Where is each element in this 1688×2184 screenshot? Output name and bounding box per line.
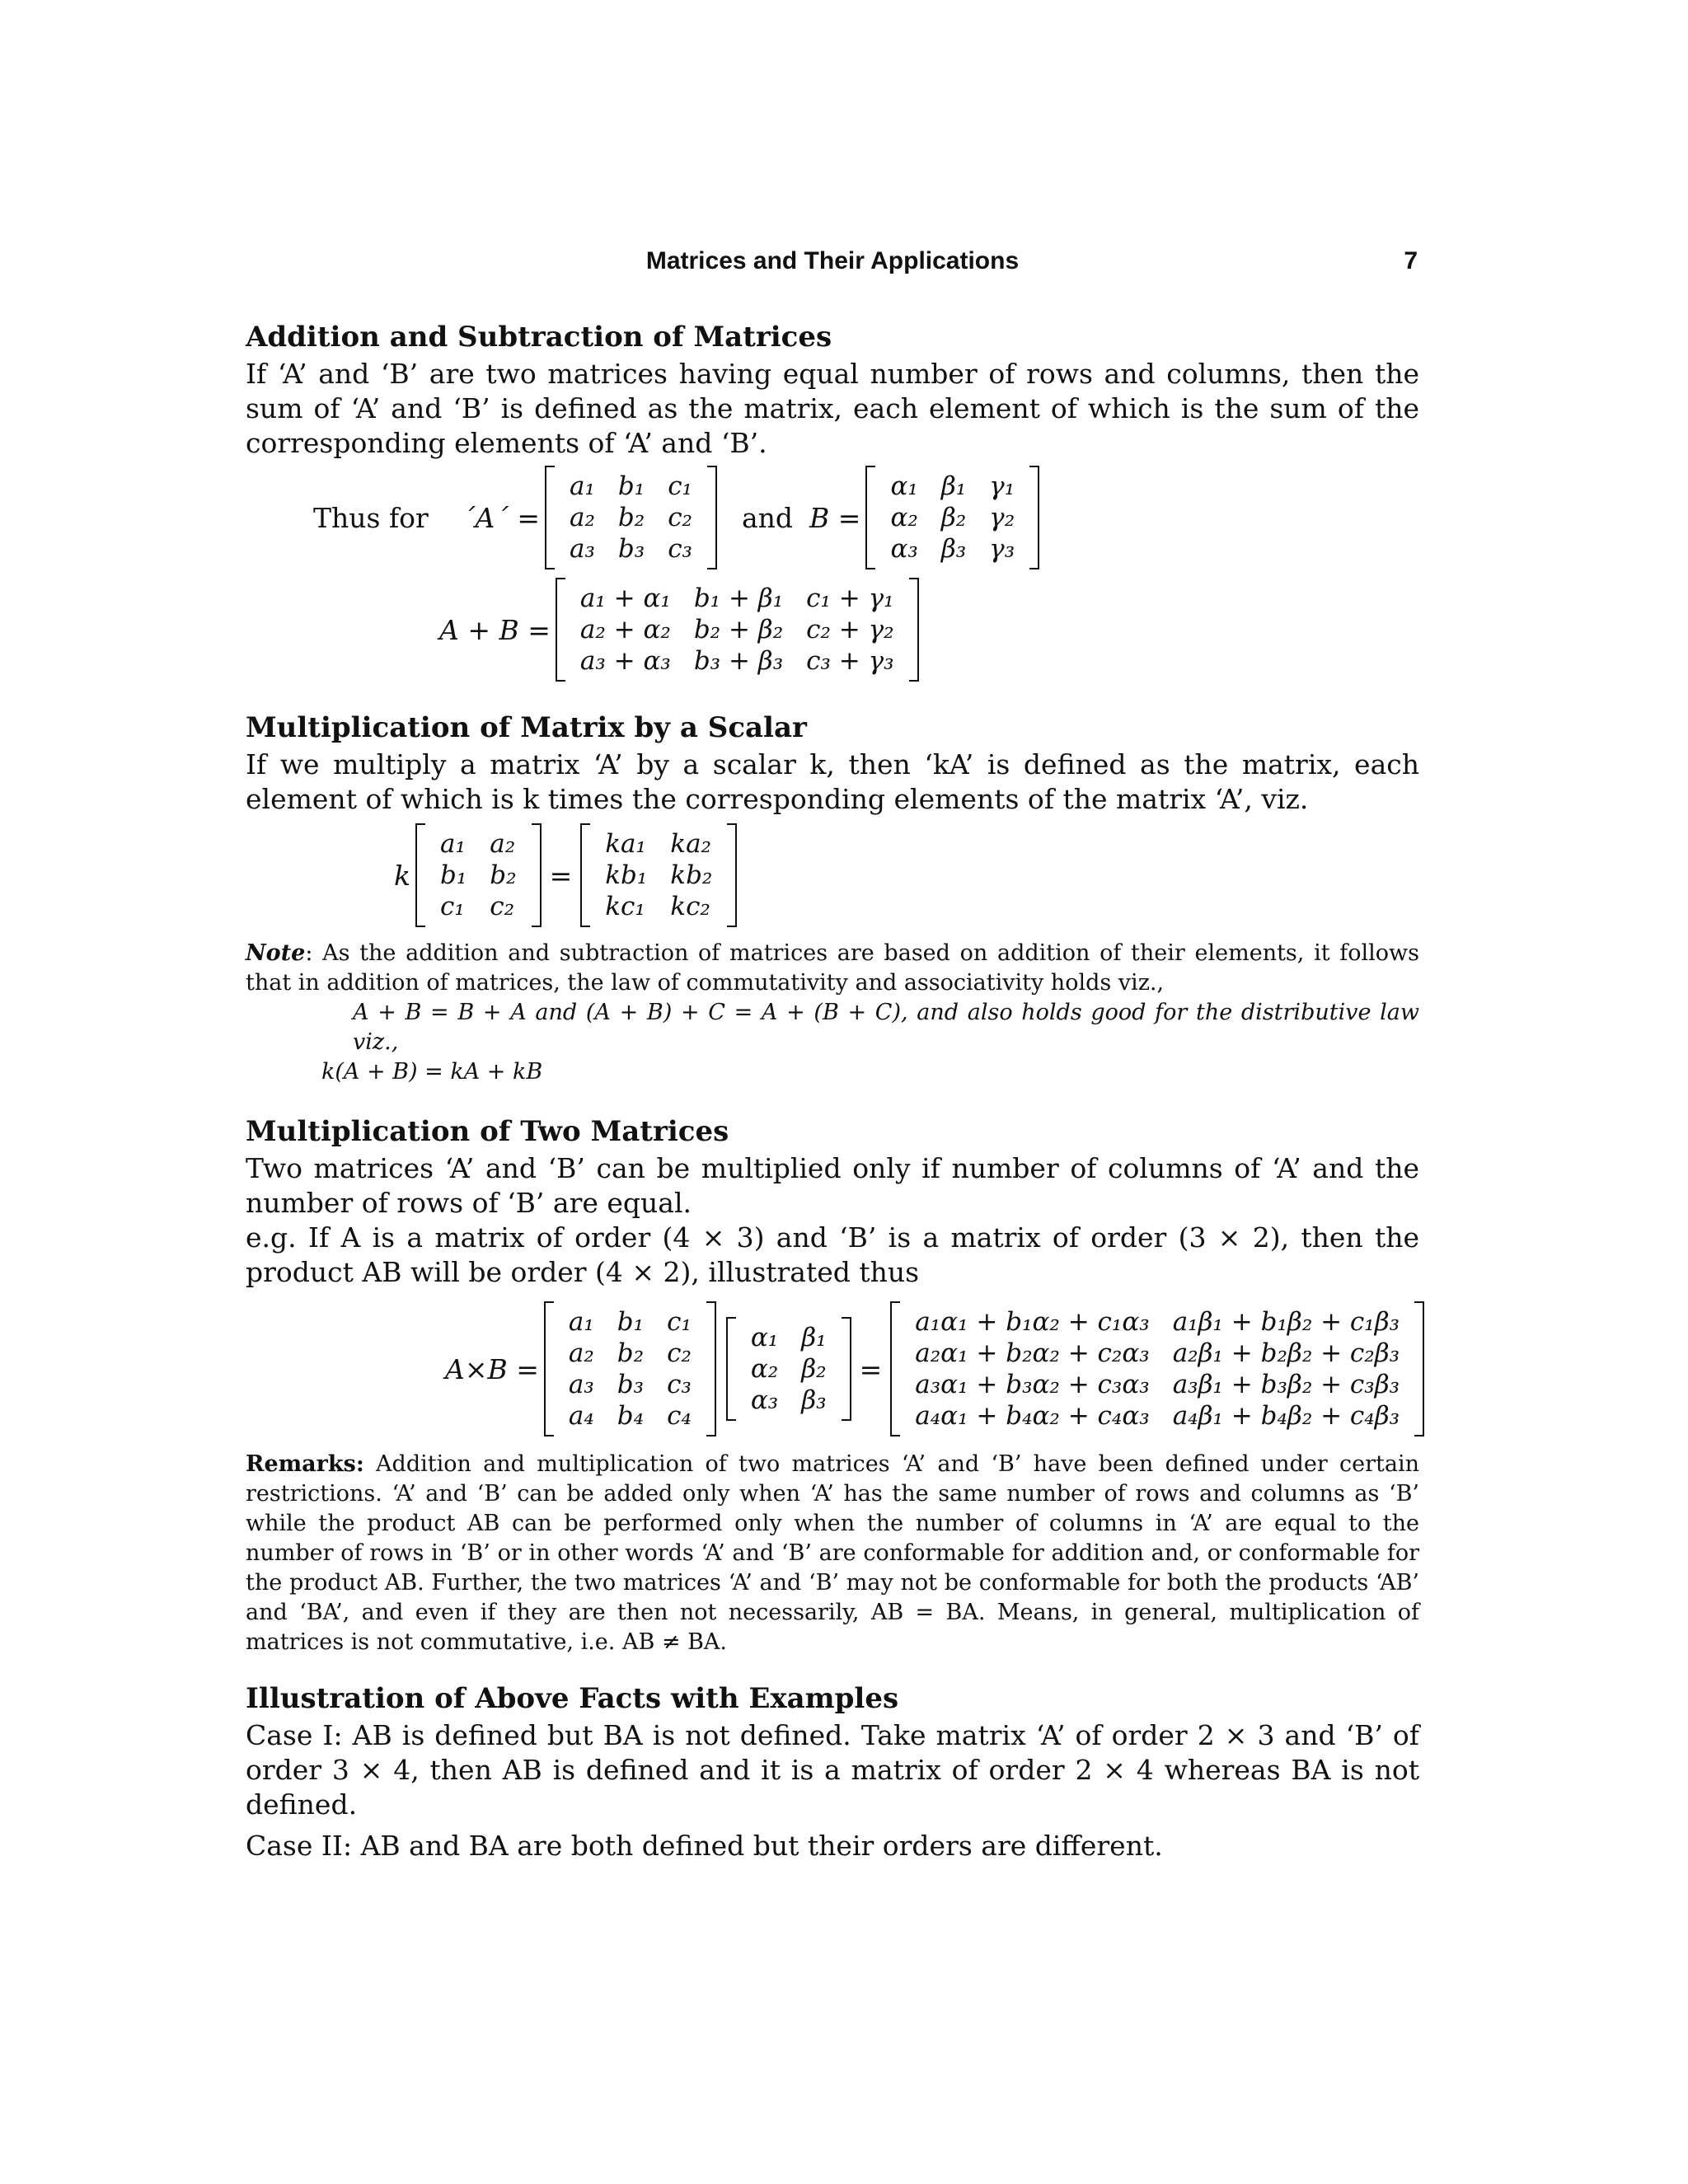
- matrix-cell: c₁: [440, 892, 465, 921]
- remarks-label: Remarks:: [246, 1451, 364, 1477]
- matrix-cell: α₂: [750, 1354, 779, 1384]
- matrix-cell: α₁: [750, 1323, 779, 1352]
- para-two-matrices-1: Two matrices ‘A’ and ‘B’ can be multiplied only if number of columns of ‘A’ and the number of rows of ‘B’ are equal.: [246, 1152, 1419, 1219]
- matrix-row: [569, 645, 906, 677]
- matrix-cell: kb₁: [605, 860, 648, 890]
- matrix-row: [593, 891, 724, 922]
- matrix-cell: b₁: [617, 471, 645, 501]
- matrix-cell: b₂: [617, 503, 645, 532]
- matrix-cell: ka₁: [605, 829, 646, 859]
- matrix-cell: kb₂: [670, 860, 713, 890]
- law-distributive: k(A + B) = kA + kB: [321, 1059, 543, 1085]
- matrix-b: [865, 466, 1039, 569]
- case-2-label: Case II:: [246, 1830, 353, 1862]
- law-commutative: A + B = B + A and (A + B) + C = A + (B + C), and also holds good for the distributive law viz.,: [353, 1000, 1419, 1055]
- matrix-cell: a₄α₁ + b₄α₂ + c₄α₃: [915, 1401, 1150, 1431]
- matrix-cell: b₄: [617, 1401, 645, 1431]
- matrix-cell: c₃: [667, 1370, 692, 1399]
- matrix-cell: a₁: [440, 829, 466, 859]
- running-head: [247, 247, 1418, 288]
- matrix-cell: a₄: [568, 1401, 594, 1431]
- matrix-cell: a₂ + α₂: [579, 615, 671, 644]
- matrix-cell: γ₁: [989, 471, 1015, 501]
- remarks-paragraph: [246, 1450, 1419, 1657]
- heading-scalar: Multiplication of Matrix by a Scalar: [246, 711, 807, 744]
- matrix-cell: b₂: [490, 860, 517, 890]
- heading-addition: Addition and Subtraction of Matrices: [246, 321, 832, 354]
- matrix-cell: kc₁: [605, 892, 645, 921]
- matrix-cell: b₃ + β₃: [693, 646, 784, 676]
- case-2: [246, 1829, 1419, 1863]
- matrix-row: [903, 1369, 1411, 1400]
- para-two-matrices-2: e.g. If A is a matrix of order (4 × 3) and ‘B’ is a matrix of order (3 × 2), then the product AB will be order (4 × 2), illustrated thus: [246, 1221, 1419, 1288]
- heading-illustration: Illustration of Above Facts with Examples: [246, 1682, 899, 1715]
- note-paragraph: [246, 939, 1419, 998]
- matrix-row: [879, 502, 1026, 533]
- matrix-row: [557, 1338, 703, 1369]
- case-1: [246, 1718, 1419, 1822]
- matrix-cell: c₁: [667, 1307, 692, 1337]
- matrix-cell: a₃: [568, 1370, 594, 1399]
- matrix-cell: a₂: [569, 503, 595, 532]
- heading-two-matrices: Multiplication of Two Matrices: [246, 1115, 729, 1148]
- b-label: B =: [809, 501, 861, 534]
- equals-sign: =: [549, 859, 573, 892]
- matrix-row: [879, 471, 1026, 502]
- sum-label: A + B =: [439, 613, 551, 646]
- matrix-row: [569, 583, 906, 614]
- remarks-text: Addition and multiplication of two matrices ‘A’ and ‘B’ have been defined under certain restrictions. ‘A’ and ‘B’ can be added only when ‘A’ has the same number of rows and columns as ‘B’ while the product AB can be performed only when the number of columns in ‘A’ are equal to the number of rows in ‘B’ or in other words ‘A’ and ‘B’ are conformable for addition and, or conformable for the product AB. Further, the two matrices ‘A’ and ‘B’ may not be conformable for both the products ‘AB’ and ‘BA’, and even if they are then not necessarily, AB = BA. Means, in general, multiplication of matrices is not commutative, i.e. AB ≠ BA.: [246, 1451, 1419, 1655]
- matrix-row: [903, 1338, 1411, 1369]
- matrix-p: [544, 1301, 716, 1436]
- matrix-row: [739, 1322, 838, 1353]
- matrix-a: [545, 466, 717, 569]
- matrix-cell: b₃: [617, 534, 645, 564]
- matrix-cell: α₂: [890, 503, 918, 532]
- matrix-cell: a₁: [568, 1307, 594, 1337]
- thus-for-label: Thus for: [313, 501, 429, 534]
- matrix-cell: c₂ + γ₂: [806, 615, 894, 644]
- matrix-cell: b₂ + β₂: [693, 615, 784, 644]
- matrix-cell: a₃α₁ + b₃α₂ + c₃α₃: [915, 1370, 1150, 1399]
- matrix-cell: a₁β₁ + b₁β₂ + c₁β₃: [1172, 1307, 1400, 1337]
- matrix-row: [557, 1306, 703, 1338]
- and-label: and: [741, 501, 794, 534]
- matrix-cell: kc₂: [670, 892, 710, 921]
- matrix-row: [903, 1400, 1411, 1432]
- matrix-cell: b₂: [617, 1338, 645, 1368]
- para-addition: If ‘A’ and ‘B’ are two matrices having equal number of rows and columns, then the sum of ‘A’ and ‘B’ is defined as the matrix, each element of which is the sum of the corresponding elements of ‘A’ and ‘B’.: [246, 358, 1419, 459]
- matrix-cell: b₃: [617, 1370, 645, 1399]
- matrix-row: [557, 1369, 703, 1400]
- matrix-cell: b₁ + β₁: [693, 583, 784, 613]
- matrix-cell: c₂: [668, 503, 692, 532]
- matrix-row: [429, 828, 528, 860]
- matrix-cell: c₂: [490, 892, 515, 921]
- matrix-cell: a₁: [569, 471, 595, 501]
- matrix-cell: β₃: [940, 534, 967, 564]
- matrix-cell: γ₂: [989, 503, 1015, 532]
- a-label: ´A´ =: [462, 501, 540, 534]
- matrix-cell: ka₂: [670, 829, 711, 859]
- matrix-row: [558, 471, 704, 502]
- matrix-cell: a₃: [569, 534, 595, 564]
- matrix-cell: a₂α₁ + b₂α₂ + c₂α₃: [915, 1338, 1150, 1368]
- product-equation: [445, 1301, 1419, 1436]
- matrix-pq: [890, 1301, 1424, 1436]
- matrix-cell: α₃: [750, 1385, 779, 1415]
- matrix-row: [557, 1400, 703, 1432]
- equals-sign-product: =: [859, 1352, 883, 1385]
- matrix-cell: a₂β₁ + b₂β₂ + c₂β₃: [1172, 1338, 1400, 1368]
- matrix-cell: c₁: [668, 471, 692, 501]
- matrix-row: [558, 502, 704, 533]
- case-1-label: Case I:: [246, 1719, 343, 1751]
- matrix-cell: γ₃: [989, 534, 1015, 564]
- matrix-cell: a₁ + α₁: [579, 583, 671, 613]
- matrix-row: [429, 891, 528, 922]
- matrix-cell: a₄β₁ + b₄β₂ + c₄β₃: [1172, 1401, 1400, 1431]
- page-number: 7: [1404, 247, 1418, 274]
- matrix-cell: β₁: [940, 471, 967, 501]
- matrix-s: [415, 823, 542, 927]
- matrix-cell: β₁: [801, 1323, 827, 1352]
- matrix-row: [739, 1353, 838, 1385]
- matrix-cell: β₂: [801, 1354, 827, 1384]
- matrix-row: [739, 1385, 838, 1416]
- matrix-row: [558, 533, 704, 565]
- matrix-cell: c₄: [667, 1401, 692, 1431]
- matrix-cell: β₃: [801, 1385, 827, 1415]
- matrix-ks: [580, 823, 737, 927]
- matrix-cell: a₂: [568, 1338, 594, 1368]
- matrix-cell: c₃ + γ₃: [806, 646, 894, 676]
- matrix-cell: c₂: [667, 1338, 692, 1368]
- sum-equation: [439, 578, 1419, 682]
- case-2-text: AB and BA are both defined but their orders are different.: [352, 1830, 1163, 1862]
- running-title: Matrices and Their Applications: [645, 247, 1020, 274]
- matrix-row: [593, 828, 724, 860]
- matrix-cell: α₃: [890, 534, 918, 564]
- scalar-equation: [394, 823, 1419, 927]
- matrix-row: [593, 860, 724, 891]
- matrix-cell: a₂: [490, 829, 516, 859]
- definition-a-b: [246, 466, 1419, 569]
- para-scalar: If we multiply a matrix ‘A’ by a scalar k, then ‘kA’ is defined as the matrix, each element of which is k times the corresponding elements of the matrix ‘A’, viz.: [246, 748, 1419, 815]
- note-text: : As the addition and subtraction of matrices are based on addition of their elements, it follows that in addition of matrices, the law of commutativity and associativity holds viz.,: [246, 940, 1419, 996]
- matrix-cell: a₁α₁ + b₁α₂ + c₁α₃: [915, 1307, 1150, 1337]
- matrix-cell: a₃ + α₃: [579, 646, 671, 676]
- product-label: A×B =: [445, 1352, 539, 1385]
- case-1-text: AB is defined but BA is not defined. Take matrix ‘A’ of order 2 × 3 and ‘B’ of order 3 × 4, then AB is defined and it is a matrix of order 2 × 4 whereas BA is not defined.: [246, 1719, 1419, 1821]
- matrix-cell: β₂: [940, 503, 967, 532]
- matrix-q: [726, 1317, 851, 1421]
- matrix-cell: α₁: [890, 471, 918, 501]
- matrix-cell: b₁: [617, 1307, 645, 1337]
- k-label: k: [394, 859, 410, 892]
- matrix-cell: b₁: [440, 860, 467, 890]
- matrix-row: [903, 1306, 1411, 1338]
- matrix-cell: c₁ + γ₁: [806, 583, 894, 613]
- content: [246, 317, 1419, 1863]
- matrix-a-plus-b: [556, 578, 919, 682]
- note-label: Note: [246, 940, 306, 966]
- matrix-row: [429, 860, 528, 891]
- matrix-row: [569, 614, 906, 645]
- matrix-row: [879, 533, 1026, 565]
- matrix-cell: a₃β₁ + b₃β₂ + c₃β₃: [1172, 1370, 1400, 1399]
- matrix-cell: c₃: [668, 534, 692, 564]
